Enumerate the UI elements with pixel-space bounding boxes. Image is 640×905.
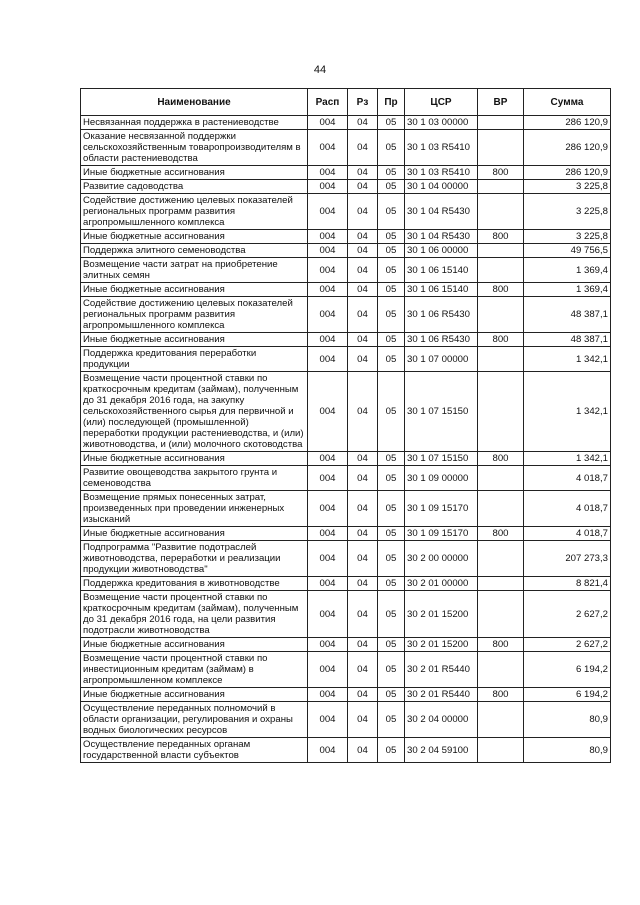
row-rasp: 004 <box>308 702 348 738</box>
row-vr <box>478 577 524 591</box>
row-name: Оказание несвязанной поддержки сельскохозяйственным товаропроизводителям в области растениеводства <box>81 130 308 166</box>
table-row <box>81 702 611 738</box>
row-pr: 05 <box>378 466 405 491</box>
row-pr: 05 <box>378 283 405 297</box>
row-csr: 30 2 01 15200 <box>405 591 478 638</box>
row-rz: 04 <box>348 230 378 244</box>
row-rasp: 004 <box>308 688 348 702</box>
row-csr: 30 1 09 00000 <box>405 466 478 491</box>
row-vr <box>478 180 524 194</box>
table-row <box>81 283 611 297</box>
row-name: Поддержка элитного семеноводства <box>81 244 308 258</box>
row-sum: 1 342,1 <box>524 347 611 372</box>
row-name: Развитие овощеводства закрытого грунта и семеноводства <box>81 466 308 491</box>
row-vr <box>478 130 524 166</box>
row-rasp: 004 <box>308 466 348 491</box>
row-csr: 30 2 04 59100 <box>405 738 478 763</box>
table-row <box>81 577 611 591</box>
row-name: Возмещение части процентной ставки по краткосрочным кредитам (займам), полученным до 31 декабря 2016 года, на закупку сельскохозяйственного сырья для первичной и (или) последующей (промышленной) переработки продукции растениеводства, и (или) животноводства, и (или) молочного скотоводства <box>81 372 308 452</box>
row-sum: 207 273,3 <box>524 541 611 577</box>
table-row <box>81 347 611 372</box>
row-name: Содействие достижению целевых показателей региональных программ развития агропромышленного комплекса <box>81 297 308 333</box>
row-rasp: 004 <box>308 283 348 297</box>
table-row <box>81 116 611 130</box>
table-row <box>81 258 611 283</box>
row-csr: 30 1 09 15170 <box>405 491 478 527</box>
page-number: 44 <box>313 64 327 76</box>
row-csr: 30 1 06 00000 <box>405 244 478 258</box>
row-vr: 800 <box>478 230 524 244</box>
row-rz: 04 <box>348 541 378 577</box>
row-csr: 30 1 06 15140 <box>405 283 478 297</box>
row-rasp: 004 <box>308 738 348 763</box>
row-csr: 30 2 01 R5440 <box>405 688 478 702</box>
row-vr: 800 <box>478 527 524 541</box>
row-csr: 30 1 06 R5430 <box>405 333 478 347</box>
row-rasp: 004 <box>308 130 348 166</box>
row-name: Иные бюджетные ассигнования <box>81 283 308 297</box>
table-row <box>81 688 611 702</box>
row-sum: 3 225,8 <box>524 230 611 244</box>
row-rasp: 004 <box>308 116 348 130</box>
row-vr: 800 <box>478 333 524 347</box>
row-name: Возмещение прямых понесенных затрат, произведенных при проведении инженерных изысканий <box>81 491 308 527</box>
row-vr <box>478 652 524 688</box>
row-rasp: 004 <box>308 230 348 244</box>
row-csr: 30 2 04 00000 <box>405 702 478 738</box>
row-pr: 05 <box>378 180 405 194</box>
row-pr: 05 <box>378 244 405 258</box>
row-rasp: 004 <box>308 652 348 688</box>
table-row <box>81 166 611 180</box>
row-csr: 30 2 00 00000 <box>405 541 478 577</box>
table-row <box>81 194 611 230</box>
header-rz: Рз <box>348 89 378 116</box>
row-rz: 04 <box>348 527 378 541</box>
row-pr: 05 <box>378 347 405 372</box>
row-rz: 04 <box>348 577 378 591</box>
row-vr <box>478 297 524 333</box>
row-pr: 05 <box>378 333 405 347</box>
row-vr <box>478 738 524 763</box>
row-csr: 30 1 07 15150 <box>405 372 478 452</box>
row-rz: 04 <box>348 638 378 652</box>
row-rz: 04 <box>348 258 378 283</box>
row-pr: 05 <box>378 297 405 333</box>
row-sum: 2 627,2 <box>524 638 611 652</box>
row-sum: 2 627,2 <box>524 591 611 638</box>
row-pr: 05 <box>378 452 405 466</box>
table-row <box>81 230 611 244</box>
row-csr: 30 2 01 00000 <box>405 577 478 591</box>
row-name: Осуществление переданных органам государственной власти субъектов <box>81 738 308 763</box>
row-csr: 30 2 01 15200 <box>405 638 478 652</box>
row-vr: 800 <box>478 688 524 702</box>
row-rasp: 004 <box>308 577 348 591</box>
row-name: Поддержка кредитования переработки продукции <box>81 347 308 372</box>
row-csr: 30 1 09 15170 <box>405 527 478 541</box>
row-name: Несвязанная поддержка в растениеводстве <box>81 116 308 130</box>
row-sum: 48 387,1 <box>524 333 611 347</box>
table-row <box>81 638 611 652</box>
row-csr: 30 1 04 00000 <box>405 180 478 194</box>
table-row <box>81 372 611 452</box>
row-name: Содействие достижению целевых показателей региональных программ развития агропромышленного комплекса <box>81 194 308 230</box>
row-pr: 05 <box>378 230 405 244</box>
header-rasp: Расп <box>308 89 348 116</box>
row-sum: 286 120,9 <box>524 166 611 180</box>
row-csr: 30 1 04 R5430 <box>405 194 478 230</box>
row-pr: 05 <box>378 638 405 652</box>
row-sum: 3 225,8 <box>524 194 611 230</box>
row-sum: 1 342,1 <box>524 372 611 452</box>
row-vr: 800 <box>478 452 524 466</box>
row-name: Возмещение части затрат на приобретение элитных семян <box>81 258 308 283</box>
row-vr <box>478 347 524 372</box>
row-rasp: 004 <box>308 194 348 230</box>
table-row <box>81 591 611 638</box>
table-row <box>81 244 611 258</box>
table-header-row <box>81 89 611 116</box>
table-row <box>81 738 611 763</box>
row-vr <box>478 591 524 638</box>
row-sum: 4 018,7 <box>524 527 611 541</box>
row-sum: 6 194,2 <box>524 688 611 702</box>
row-sum: 80,9 <box>524 738 611 763</box>
row-csr: 30 2 01 R5440 <box>405 652 478 688</box>
row-sum: 4 018,7 <box>524 491 611 527</box>
row-rasp: 004 <box>308 244 348 258</box>
row-sum: 1 369,4 <box>524 258 611 283</box>
row-pr: 05 <box>378 591 405 638</box>
row-name: Иные бюджетные ассигнования <box>81 688 308 702</box>
row-name: Подпрограмма "Развитие подотраслей животноводства, переработки и реализации продукции животноводства" <box>81 541 308 577</box>
row-vr <box>478 466 524 491</box>
row-rasp: 004 <box>308 297 348 333</box>
row-pr: 05 <box>378 541 405 577</box>
table-row <box>81 466 611 491</box>
row-rasp: 004 <box>308 591 348 638</box>
table-row <box>81 333 611 347</box>
row-rasp: 004 <box>308 180 348 194</box>
row-pr: 05 <box>378 166 405 180</box>
header-sum: Сумма <box>524 89 611 116</box>
row-rasp: 004 <box>308 166 348 180</box>
row-csr: 30 1 03 R5410 <box>405 166 478 180</box>
row-rz: 04 <box>348 166 378 180</box>
row-name: Возмещение части процентной ставки по инвестиционным кредитам (займам) в агропромышленном комплексе <box>81 652 308 688</box>
row-name: Иные бюджетные ассигнования <box>81 230 308 244</box>
row-rz: 04 <box>348 591 378 638</box>
row-sum: 286 120,9 <box>524 130 611 166</box>
row-pr: 05 <box>378 688 405 702</box>
row-sum: 4 018,7 <box>524 466 611 491</box>
row-rasp: 004 <box>308 372 348 452</box>
row-vr: 800 <box>478 166 524 180</box>
row-name: Поддержка кредитования в животноводстве <box>81 577 308 591</box>
row-sum: 49 756,5 <box>524 244 611 258</box>
row-pr: 05 <box>378 258 405 283</box>
row-csr: 30 1 03 R5410 <box>405 130 478 166</box>
row-rz: 04 <box>348 333 378 347</box>
row-rz: 04 <box>348 283 378 297</box>
row-pr: 05 <box>378 738 405 763</box>
row-name: Иные бюджетные ассигнования <box>81 333 308 347</box>
row-rasp: 004 <box>308 527 348 541</box>
row-sum: 286 120,9 <box>524 116 611 130</box>
row-sum: 1 342,1 <box>524 452 611 466</box>
row-vr <box>478 541 524 577</box>
row-csr: 30 1 03 00000 <box>405 116 478 130</box>
table-row <box>81 541 611 577</box>
row-vr <box>478 116 524 130</box>
row-rz: 04 <box>348 180 378 194</box>
header-vr: ВР <box>478 89 524 116</box>
header-csr: ЦСР <box>405 89 478 116</box>
row-pr: 05 <box>378 652 405 688</box>
row-rasp: 004 <box>308 491 348 527</box>
row-rz: 04 <box>348 466 378 491</box>
row-rz: 04 <box>348 244 378 258</box>
row-rasp: 004 <box>308 347 348 372</box>
row-name: Развитие садоводства <box>81 180 308 194</box>
row-rz: 04 <box>348 452 378 466</box>
row-csr: 30 1 04 R5430 <box>405 230 478 244</box>
row-vr: 800 <box>478 638 524 652</box>
row-vr <box>478 258 524 283</box>
row-name: Возмещение части процентной ставки по краткосрочным кредитам (займам), полученным до 31 декабря 2016 года, на цели развития подотрасли животноводства <box>81 591 308 638</box>
row-pr: 05 <box>378 577 405 591</box>
row-name: Иные бюджетные ассигнования <box>81 638 308 652</box>
table-row <box>81 130 611 166</box>
row-csr: 30 1 06 R5430 <box>405 297 478 333</box>
row-pr: 05 <box>378 702 405 738</box>
row-sum: 3 225,8 <box>524 180 611 194</box>
row-rasp: 004 <box>308 258 348 283</box>
row-rz: 04 <box>348 652 378 688</box>
row-name: Иные бюджетные ассигнования <box>81 452 308 466</box>
row-rz: 04 <box>348 491 378 527</box>
table-row <box>81 527 611 541</box>
row-rz: 04 <box>348 347 378 372</box>
row-pr: 05 <box>378 527 405 541</box>
row-sum: 1 369,4 <box>524 283 611 297</box>
row-rz: 04 <box>348 738 378 763</box>
row-csr: 30 1 07 00000 <box>405 347 478 372</box>
row-rz: 04 <box>348 297 378 333</box>
row-rasp: 004 <box>308 541 348 577</box>
table-row <box>81 491 611 527</box>
row-rz: 04 <box>348 688 378 702</box>
row-vr <box>478 702 524 738</box>
row-rasp: 004 <box>308 333 348 347</box>
row-pr: 05 <box>378 116 405 130</box>
row-rasp: 004 <box>308 638 348 652</box>
row-sum: 6 194,2 <box>524 652 611 688</box>
table-row <box>81 652 611 688</box>
row-rz: 04 <box>348 130 378 166</box>
row-vr <box>478 194 524 230</box>
row-csr: 30 1 06 15140 <box>405 258 478 283</box>
row-vr <box>478 244 524 258</box>
header-pr: Пр <box>378 89 405 116</box>
table-row <box>81 452 611 466</box>
row-rz: 04 <box>348 194 378 230</box>
row-pr: 05 <box>378 372 405 452</box>
row-name: Осуществление переданных полномочий в области организации, регулирования и охраны водных биологических ресурсов <box>81 702 308 738</box>
row-pr: 05 <box>378 130 405 166</box>
row-csr: 30 1 07 15150 <box>405 452 478 466</box>
row-vr <box>478 491 524 527</box>
row-rz: 04 <box>348 702 378 738</box>
row-rz: 04 <box>348 116 378 130</box>
row-sum: 48 387,1 <box>524 297 611 333</box>
table-row <box>81 297 611 333</box>
row-rasp: 004 <box>308 452 348 466</box>
row-name: Иные бюджетные ассигнования <box>81 166 308 180</box>
row-vr <box>478 372 524 452</box>
row-vr: 800 <box>478 283 524 297</box>
row-pr: 05 <box>378 194 405 230</box>
row-sum: 8 821,4 <box>524 577 611 591</box>
row-name: Иные бюджетные ассигнования <box>81 527 308 541</box>
header-name: Наименование <box>81 89 308 116</box>
row-pr: 05 <box>378 491 405 527</box>
budget-table <box>80 88 611 763</box>
row-rz: 04 <box>348 372 378 452</box>
table-row <box>81 180 611 194</box>
row-sum: 80,9 <box>524 702 611 738</box>
